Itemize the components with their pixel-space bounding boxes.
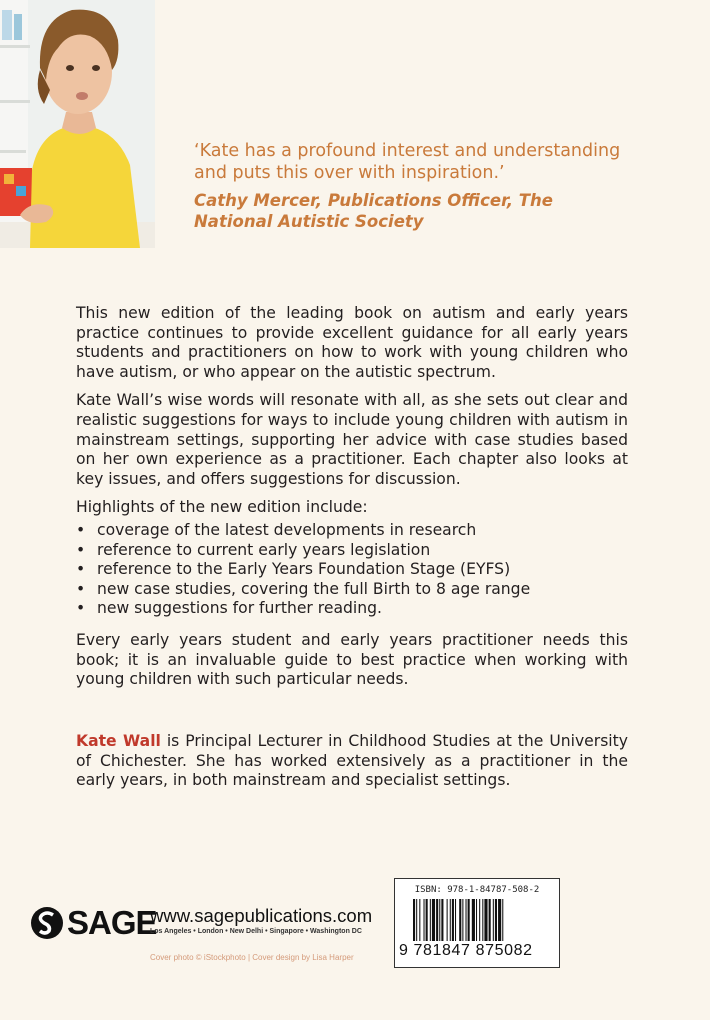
list-item: • reference to current early years legislation bbox=[76, 541, 628, 561]
barcode-bar bbox=[472, 899, 475, 941]
cover-photo bbox=[0, 0, 155, 248]
barcode-bar bbox=[430, 899, 431, 941]
barcode-bar bbox=[413, 899, 415, 941]
description-paragraph-1: This new edition of the leading book on autism and early years practice continues to provide excellent guidance for all early years students and practitioners on how to work with young children who have autism, or who appear on the autistic spectrum. bbox=[76, 304, 628, 381]
publisher-url[interactable]: www.sagepublications.com bbox=[150, 905, 373, 926]
barcode-bar bbox=[439, 899, 440, 941]
isbn-barcode bbox=[394, 878, 560, 968]
sage-logo bbox=[30, 904, 157, 942]
barcode-bar bbox=[426, 899, 428, 941]
barcode-bar bbox=[462, 899, 463, 941]
child-photo-illustration bbox=[0, 0, 155, 248]
barcode-bar bbox=[436, 899, 438, 941]
barcode-bar bbox=[482, 899, 483, 941]
barcode-bar bbox=[452, 899, 454, 941]
sage-wordmark: SAGE bbox=[67, 904, 157, 941]
list-item: • new case studies, covering the full Birth to 8 age range bbox=[76, 580, 628, 600]
barcode-bar bbox=[441, 899, 443, 941]
author-bio-text: is Principal Lecturer in Childhood Studies at the University of Chichester. She has worked extensively as a practitioner in the early years, in both mainstream and specialist settings. bbox=[76, 732, 628, 790]
barcode-bar bbox=[484, 899, 487, 941]
barcode-bar bbox=[455, 899, 456, 941]
description-paragraph-3: Every early years student and early years practitioner needs this book; it is an invaluable guide to best practice when working with young children with such particular needs. bbox=[76, 630, 628, 689]
barcode-bar bbox=[468, 899, 470, 941]
highlights-list bbox=[76, 521, 628, 619]
publisher-cities: Los Angeles • London • New Delhi • Singapore • Washington DC bbox=[150, 928, 362, 935]
barcode-bar bbox=[450, 899, 451, 941]
barcode-bar bbox=[459, 899, 461, 941]
publisher-info bbox=[150, 905, 372, 935]
quote-attribution: Cathy Mercer, Publications Officer, The National Autistic Society bbox=[194, 191, 553, 231]
barcode-bar bbox=[495, 899, 497, 941]
barcode-bar bbox=[432, 899, 435, 941]
list-item: • new suggestions for further reading. bbox=[76, 599, 628, 619]
author-bio bbox=[76, 732, 628, 791]
quote-text: ‘Kate has a profound interest and understanding and puts this over with inspiration.’ bbox=[194, 141, 621, 183]
cover-credit: Cover photo © iStockphoto | Cover design by Lisa Harper bbox=[150, 953, 354, 962]
barcode-bar bbox=[419, 899, 420, 941]
sage-emblem-icon bbox=[30, 906, 64, 940]
list-item: • reference to the Early Years Foundation Stage (EYFS) bbox=[76, 560, 628, 580]
barcode-bars bbox=[395, 899, 559, 943]
isbn-label: ISBN: 978-1-84787-508-2 bbox=[414, 885, 540, 895]
barcode-bar bbox=[466, 899, 467, 941]
list-item: • coverage of the latest developments in research bbox=[76, 521, 628, 541]
barcode-bar bbox=[476, 899, 477, 941]
highlights-intro: Highlights of the new edition include: bbox=[76, 498, 368, 517]
barcode-bar bbox=[502, 899, 503, 941]
barcode-bar bbox=[424, 899, 425, 941]
barcode-number: 9 781847 875082 bbox=[399, 942, 533, 959]
endorsement-quote bbox=[194, 140, 634, 232]
book-description bbox=[76, 304, 628, 699]
description-paragraph-2: Kate Wall’s wise words will resonate with all, as she sets out clear and realistic suggestions for ways to include young children with autism in mainstream settings, supporting her advice with case studies based on her own experience as a practitioner. Each chapter also looks at key issues, and offers suggestions for discussion. bbox=[76, 391, 628, 488]
barcode-bar bbox=[447, 899, 448, 941]
barcode-bar bbox=[416, 899, 417, 941]
barcode-bar bbox=[479, 899, 480, 941]
author-name: Kate Wall bbox=[76, 732, 161, 750]
barcode-bar bbox=[493, 899, 494, 941]
barcode-bar bbox=[489, 899, 491, 941]
barcode-bar bbox=[498, 899, 501, 941]
